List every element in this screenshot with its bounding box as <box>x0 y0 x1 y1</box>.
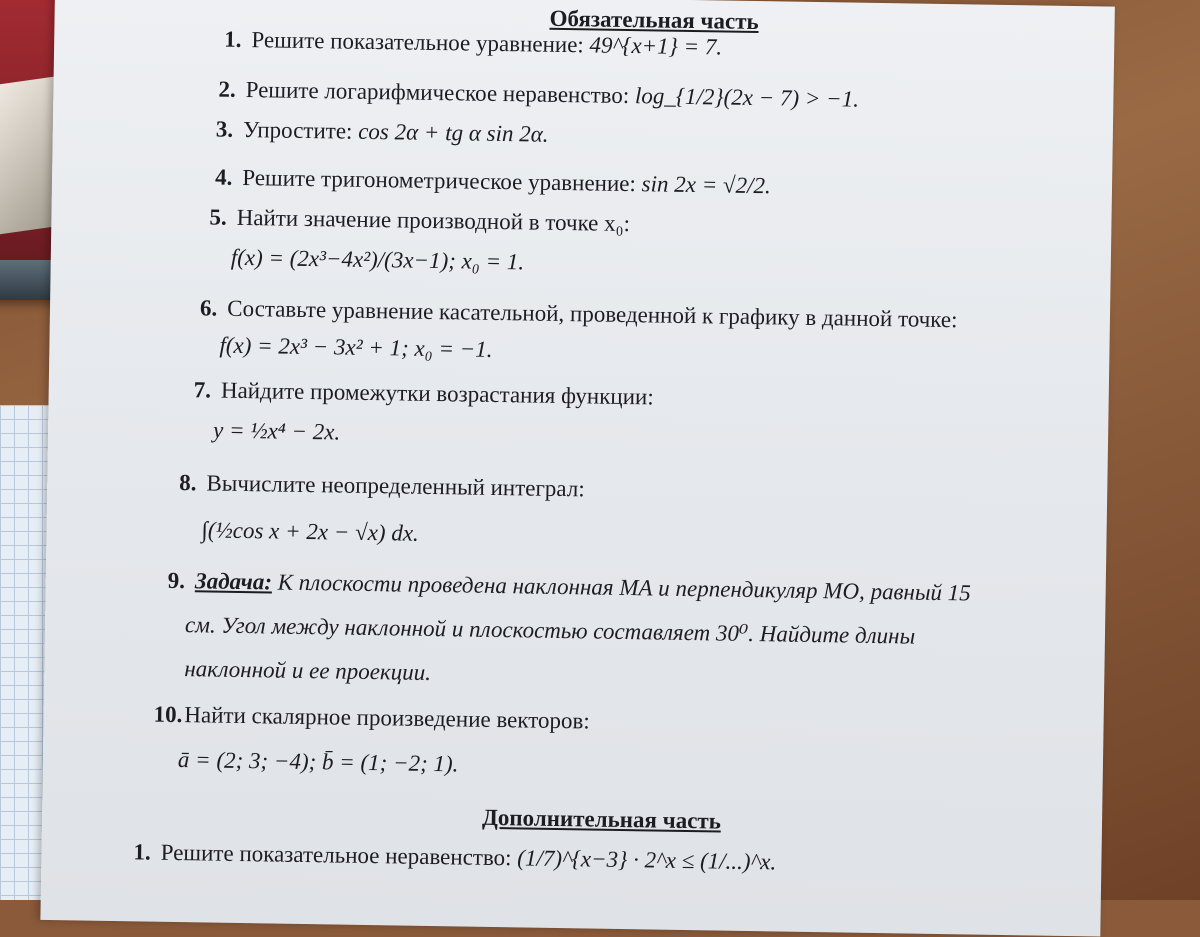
task-6-formula: f(x) = 2x³ − 3x² + 1; x₀ = −1. <box>219 332 493 362</box>
section-title-main: Обязательная часть <box>549 5 759 35</box>
task-10-formula: ā = (2; 3; −4); b̄ = (1; −2; 1). <box>177 747 459 777</box>
exam-sheet <box>40 0 1114 937</box>
task-8: 8. Вычислите неопределенный интеграл: <box>179 470 585 502</box>
task-4: 4. Решите тригонометрическое уравнение: sin 2x = √2/2. <box>214 164 771 199</box>
task-5: 5. Найти значение производной в точке x₀: <box>209 204 631 237</box>
section-title-extra: Дополнительная часть <box>481 804 722 834</box>
task-9-line-2: см. Угол между наклонной и плоскостью составляет 30⁰. Найдите длины <box>184 612 916 649</box>
task-9-line-3: наклонной и ее проекции. <box>184 656 432 685</box>
extra-task-1: 1. Решите показательное неравенство: (1/7)^{x−3} · 2^x ≤ (1/...)^x. <box>133 839 777 875</box>
task-1: 1. Решите показательное уравнение: 49^{x+1} = 7. <box>224 26 723 60</box>
task-6: 6. Составьте уравнение касательной, проведенной к графику в данной точке: <box>199 295 958 333</box>
task-9: 9. Задача: К плоскости проведена наклонная МА и перпендикуляр МО, равный 15 <box>167 567 971 606</box>
task-3: 3. Упростите: cos 2α + tg α sin 2α. <box>215 116 549 147</box>
task-2: 2. Решите логарифмическое неравенство: log_{1/2}(2x − 7) > −1. <box>218 76 860 112</box>
task-7: 7. Найдите промежутки возрастания функции: <box>193 377 654 410</box>
task-10: 10.Найти скалярное произведение векторов: <box>153 701 590 734</box>
task-8-formula: ∫(½cos x + 2x − √x) dx. <box>201 517 419 546</box>
task-7-formula: y = ½x⁴ − 2x. <box>212 417 341 445</box>
task-5-formula: f(x) = (2x³−4x²)/(3x−1); x₀ = 1. <box>230 244 525 275</box>
